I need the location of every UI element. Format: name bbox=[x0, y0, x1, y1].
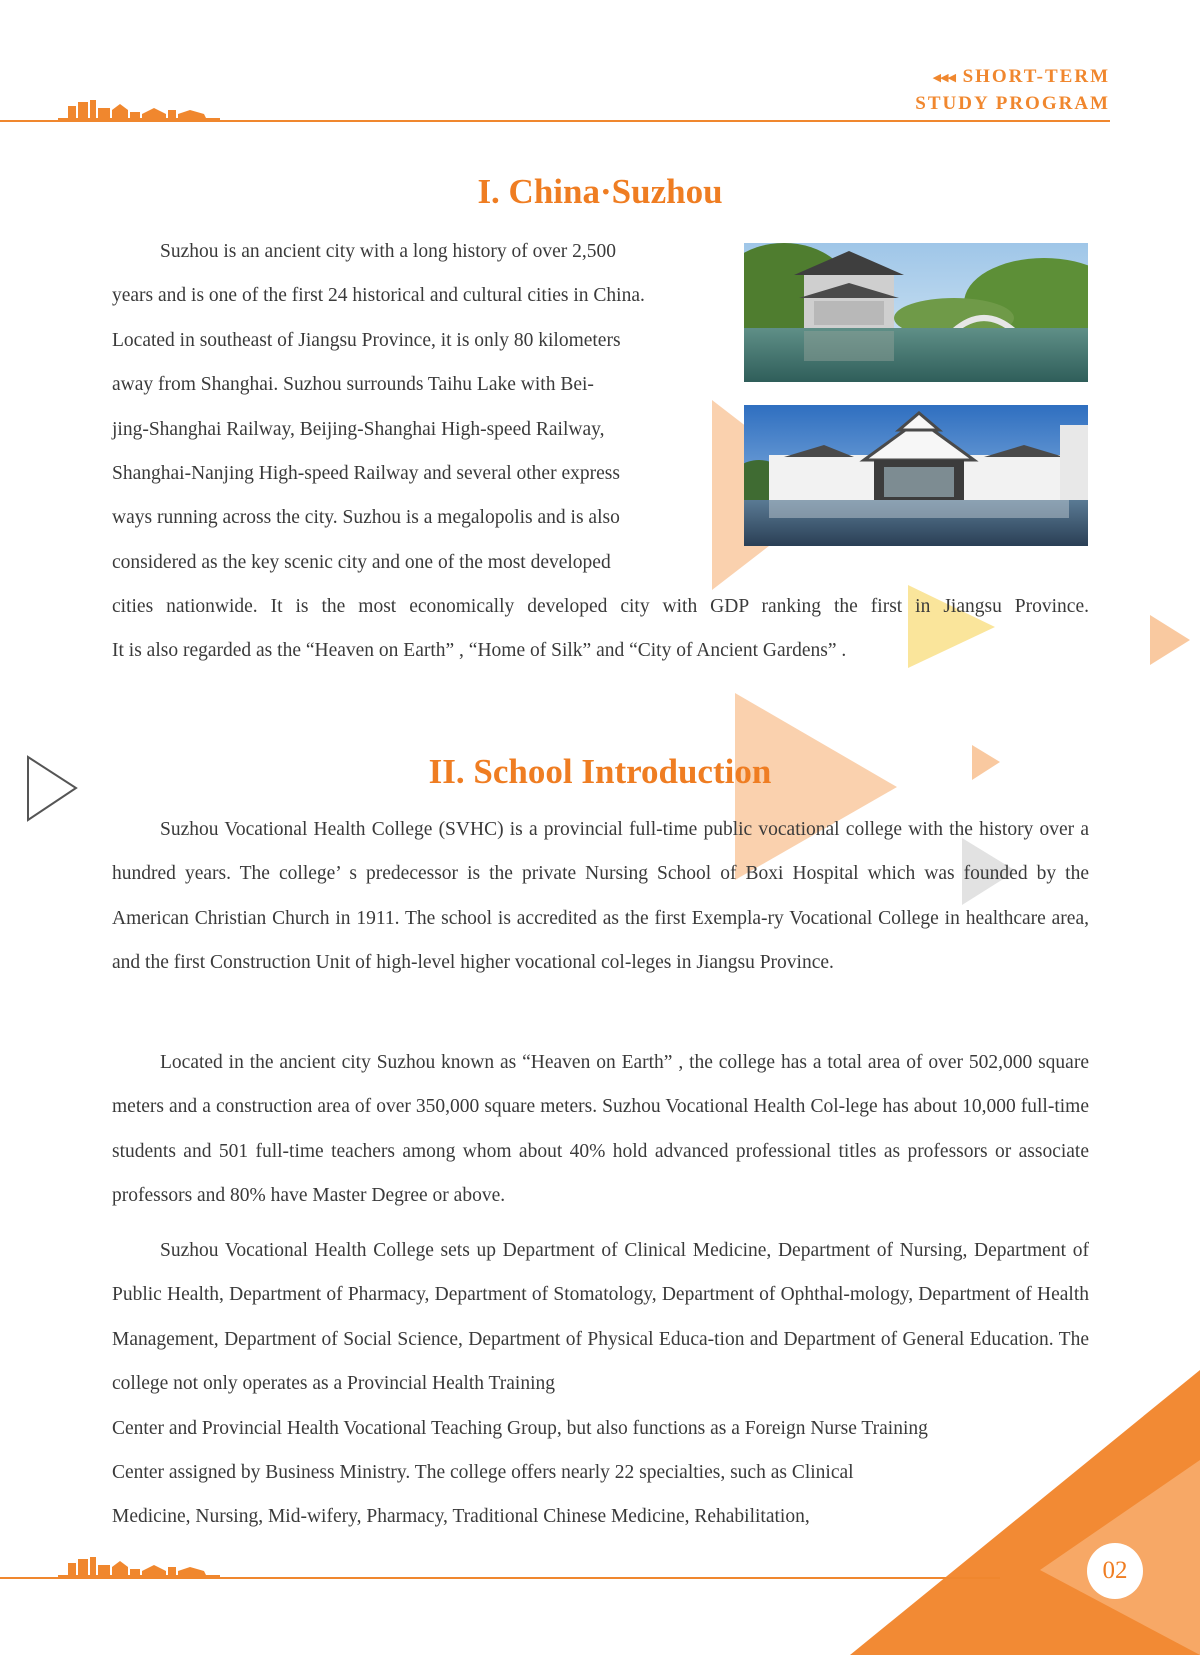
header-line-1: SHORT-TERM bbox=[962, 66, 1110, 87]
text-line: Medicine, Nursing, Mid-wifery, Pharmacy, Traditional Chinese Medicine, Rehabilitation, bbox=[112, 1506, 810, 1528]
suzhou-paragraph-full bbox=[112, 585, 1089, 674]
paragraph-text: Suzhou Vocational Health College sets up Department of Clinical Medicine, Department of Nursing, Department of Public Health, Department of Pharmacy, Department of Stomatology, Department of Ophthal-mology, Department of Health Management, Department of Social Science, Department of Physical Educa-tion and Department of General Education. The college not only operates as a Provincial Health Training bbox=[112, 1240, 1089, 1395]
text-line: It is also regarded as the “Heaven on Earth” , “Home of Silk” and “City of Ancient Gardens” . bbox=[112, 640, 847, 662]
school-paragraph-3 bbox=[112, 1229, 1089, 1540]
suzhou-paragraph-wrapped bbox=[112, 230, 718, 585]
text-line: Center assigned by Business Ministry. The college offers nearly 22 specialties, such as Clinical bbox=[112, 1462, 854, 1484]
skyline-icon bbox=[58, 1553, 220, 1579]
skyline-icon bbox=[58, 96, 220, 122]
text-line: ways running across the city. Suzhou is a megalopolis and is also bbox=[112, 507, 620, 529]
museum-building-photo bbox=[744, 405, 1088, 546]
school-paragraph-2 bbox=[112, 1041, 1089, 1219]
text-line: Located in southeast of Jiangsu Province, it is only 80 kilometers bbox=[112, 329, 621, 351]
text-line: Suzhou is an ancient city with a long history of over 2,500 bbox=[160, 241, 617, 262]
paragraph-text: Suzhou Vocational Health College (SVHC) is a provincial full-time public vocational college with the history over a hundred years. The college’ s predecessor is the private Nursing School of Boxi Hospital which was founded by the American Christian Church in 1911. The school is accredited as the first Exempla-ry Vocational College in healthcare area, and the first Construction Unit of high-level higher vocational col-leges in Jiangsu Province. bbox=[112, 819, 1089, 974]
text-line: away from Shanghai. Suzhou surrounds Taihu Lake with Bei- bbox=[112, 374, 594, 396]
section-title-school: II. School Introduction bbox=[428, 752, 772, 791]
garden-pavilion-photo bbox=[744, 243, 1088, 382]
text-line: jing-Shanghai Railway, Beijing-Shanghai High-speed Railway, bbox=[112, 418, 605, 440]
program-header bbox=[915, 64, 1110, 116]
header-rule bbox=[0, 120, 1110, 122]
school-paragraph-1 bbox=[112, 808, 1089, 986]
text-line: Shanghai-Nanjing High-speed Railway and several other express bbox=[112, 463, 620, 485]
peach-triangle-right-edge bbox=[1150, 615, 1190, 665]
text-line: considered as the key scenic city and one of the most developed bbox=[112, 551, 611, 573]
header-line-2: STUDY PROGRAM bbox=[915, 93, 1110, 114]
footer-rule bbox=[0, 1577, 1000, 1579]
text-line: cities nationwide. It is the most economically developed city with GDP ranking the first in Jiangsu Province. bbox=[112, 596, 1089, 617]
triple-arrow-icon: ◂◂◂ bbox=[933, 70, 956, 86]
text-line: Center and Provincial Health Vocational Teaching Group, but also functions as a Foreign Nurse Training bbox=[112, 1417, 928, 1439]
paragraph-text: Located in the ancient city Suzhou known as “Heaven on Earth” , the college has a total area of over 502,000 square meters and a construction area of over 350,000 square meters. Suzhou Vocational Health Col-lege has about 10,000 full-time students and 501 full-time teachers among whom about 40% hold advanced professional titles as professors or associate professors and 80% have Master Degree or above. bbox=[112, 1052, 1089, 1207]
section-title-suzhou: I. China·Suzhou bbox=[477, 172, 723, 211]
page-number: 02 bbox=[1102, 1557, 1128, 1584]
text-line: years and is one of the first 24 historical and cultural cities in China. bbox=[112, 285, 645, 307]
